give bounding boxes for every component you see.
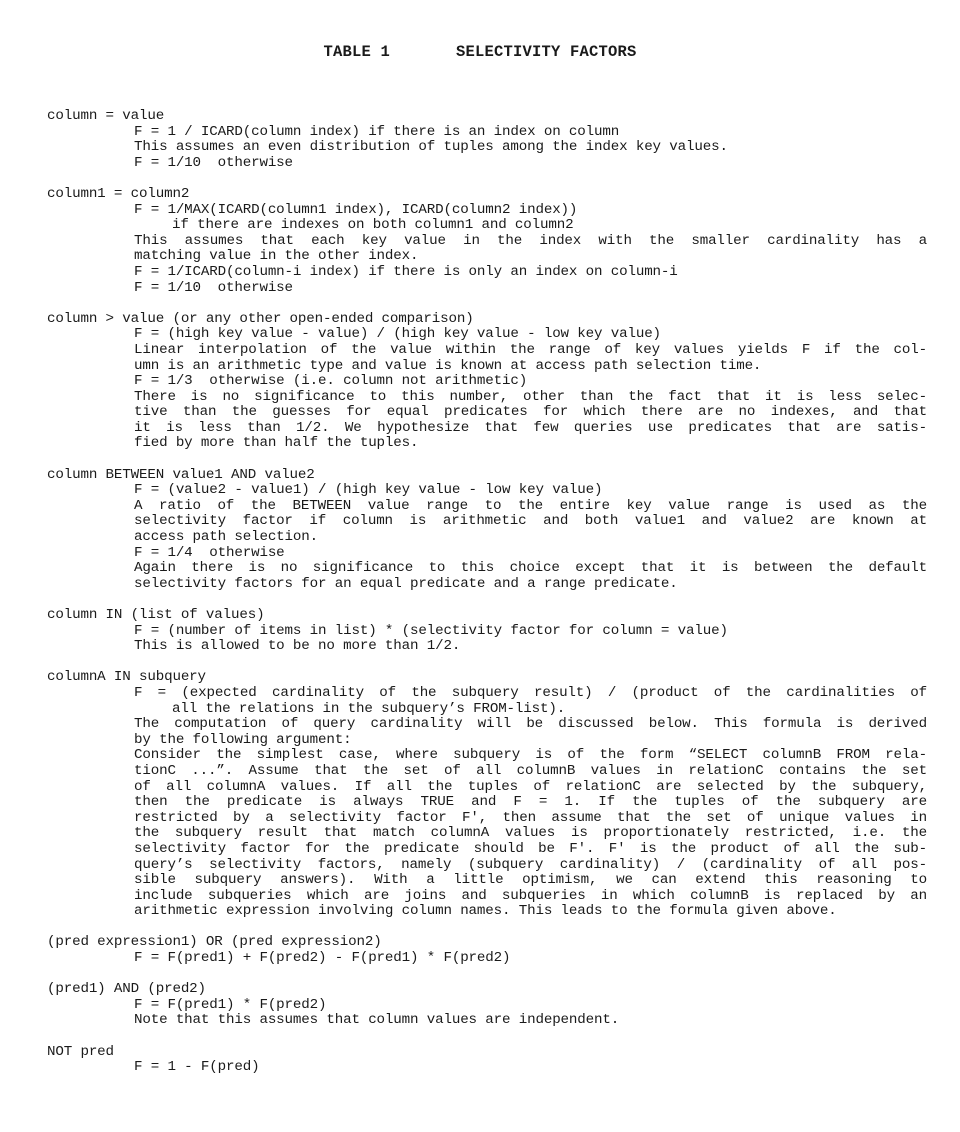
selectivity-description-line: The computation of query cardinality will be discussed below. This formula is derived [134, 717, 927, 733]
selectivity-description-line: the subquery result that match columnA values is proportionately restricted, i.e. the [134, 826, 927, 842]
selectivity-description-line: F = (value2 - value1) / (high key value - low key value) [134, 482, 603, 499]
selectivity-description-line: tive than the guesses for equal predicates for which there are no indexes, and that [134, 405, 927, 421]
predicate-section [47, 312, 927, 452]
selectivity-description-line: F = 1 - F(pred) [134, 1059, 260, 1076]
selectivity-description-line: arithmetic expression involving column names. This leads to the formula given above. [134, 903, 837, 920]
selectivity-description-line: This assumes that each key value in the index with the smaller cardinality has a [134, 233, 927, 249]
selectivity-description-line: F = 1/4 otherwise [134, 544, 285, 561]
selectivity-description-line: F = (high key value - value) / (high key value - low key value) [134, 326, 661, 343]
selectivity-description-line: Linear interpolation of the value within the range of key values yields F if the col- [134, 342, 927, 358]
selectivity-description-line: selectivity factor if column is arithmetic and both value1 and value2 are known at [134, 514, 927, 530]
selectivity-description-line: include subqueries which are joins and subqueries in which columnB is replaced by an [134, 888, 927, 904]
selectivity-description-line: F = F(pred1) + F(pred2) - F(pred1) * F(pred2) [134, 950, 511, 967]
selectivity-description-line: selectivity factor for the predicate should be F′. F′ is the product of all the sub- [134, 841, 927, 857]
selectivity-description-line: umn is an arithmetic type and value is known at access path selection time. [134, 357, 762, 374]
predicate-section [47, 935, 927, 966]
selectivity-description-line: F = 1/10 otherwise [134, 154, 293, 171]
predicate-section [47, 608, 927, 655]
predicate-heading: column = value [47, 108, 165, 124]
predicate-section [47, 109, 927, 171]
selectivity-factor-list [47, 109, 927, 1091]
predicate-section [47, 468, 927, 593]
selectivity-description-line: Note that this assumes that column values are independent. [134, 1012, 620, 1029]
selectivity-description-line: by the following argument: [134, 731, 352, 748]
selectivity-description-line: This is allowed to be no more than 1/2. [134, 638, 461, 655]
selectivity-description-line: A ratio of the BETWEEN value range to the entire key value range is used as the [134, 498, 927, 514]
selectivity-description-line: selectivity factors for an equal predicate and a range predicate. [134, 575, 678, 592]
predicate-heading: NOT pred [47, 1043, 114, 1060]
selectivity-description-line: Consider the simplest case, where subquery is of the form “SELECT columnB FROM rela- [134, 748, 927, 764]
selectivity-description-line: F = 1/MAX(ICARD(column1 index), ICARD(column2 index)) [134, 201, 578, 218]
predicate-heading: column IN (list of values) [47, 607, 265, 623]
selectivity-description-line: F = 1/ICARD(column-i index) if there is only an index on column-i [134, 263, 678, 280]
predicate-section [47, 1045, 927, 1076]
selectivity-description-line: all the relations in the subquery’s FROM-list). [172, 700, 566, 717]
selectivity-description-line: There is no significance to this number, other than the fact that it is less selec- [134, 389, 927, 405]
selectivity-description-line: then the predicate is always TRUE and F = 1. If the tuples of the subquery are [134, 795, 927, 811]
selectivity-description-line: F = 1/3 otherwise (i.e. column not arithmetic) [134, 373, 528, 390]
predicate-heading: column BETWEEN value1 AND value2 [47, 466, 315, 483]
selectivity-description-line: it is less than 1/2. We hypothesize that few queries use predicates that are satis- [134, 420, 927, 436]
predicate-section [47, 187, 927, 296]
predicate-heading: columnA IN subquery [47, 669, 206, 686]
predicate-heading: column1 = column2 [47, 185, 190, 202]
selectivity-description-line: access path selection. [134, 529, 319, 546]
predicate-section [47, 670, 927, 920]
table-caption: SELECTIVITY FACTORS [455, 43, 637, 61]
selectivity-description-line: F = 1 / ICARD(column index) if there is an index on column [134, 123, 620, 140]
selectivity-description-line: F = 1/10 otherwise [134, 279, 293, 296]
selectivity-description-line: F = (number of items in list) * (selectivity factor for column = value) [134, 622, 728, 639]
selectivity-description-line: sible subquery answers). With a little optimism, we can extend this reasoning to [134, 873, 927, 889]
selectivity-description-line: restricted by a selectivity factor F′, then assume that the set of unique values in [134, 810, 927, 826]
predicate-heading: column > value (or any other open-ended comparison) [47, 310, 474, 327]
selectivity-description-line: tionC ...”. Assume that the set of all columnB values in relationC contains the set [134, 763, 927, 779]
selectivity-description-line: of all columnA values. If all the tuples of relationC are selected by the subquery, [134, 779, 927, 795]
selectivity-description-line: Again there is no significance to this choice except that it is between the default [134, 561, 927, 577]
predicate-section [47, 982, 927, 1029]
selectivity-description-line: if there are indexes on both column1 and column2 [172, 217, 574, 234]
predicate-heading: (pred expression1) OR (pred expression2) [47, 934, 382, 951]
predicate-heading: (pred1) AND (pred2) [47, 981, 206, 998]
selectivity-description-line: fied by more than half the tuples. [134, 435, 419, 452]
selectivity-description-line: F = F(pred1) * F(pred2) [134, 996, 327, 1013]
table-label: TABLE 1 [323, 43, 390, 61]
table-title [0, 43, 960, 61]
selectivity-description-line: matching value in the other index. [134, 248, 419, 265]
selectivity-description-line: This assumes an even distribution of tuples among the index key values. [134, 139, 728, 156]
selectivity-description-line: query’s selectivity factors, namely (subquery cardinality) / (cardinality of all pos- [134, 857, 927, 873]
selectivity-description-line: F = (expected cardinality of the subquery result) / (product of the cardinalities of [134, 685, 927, 701]
